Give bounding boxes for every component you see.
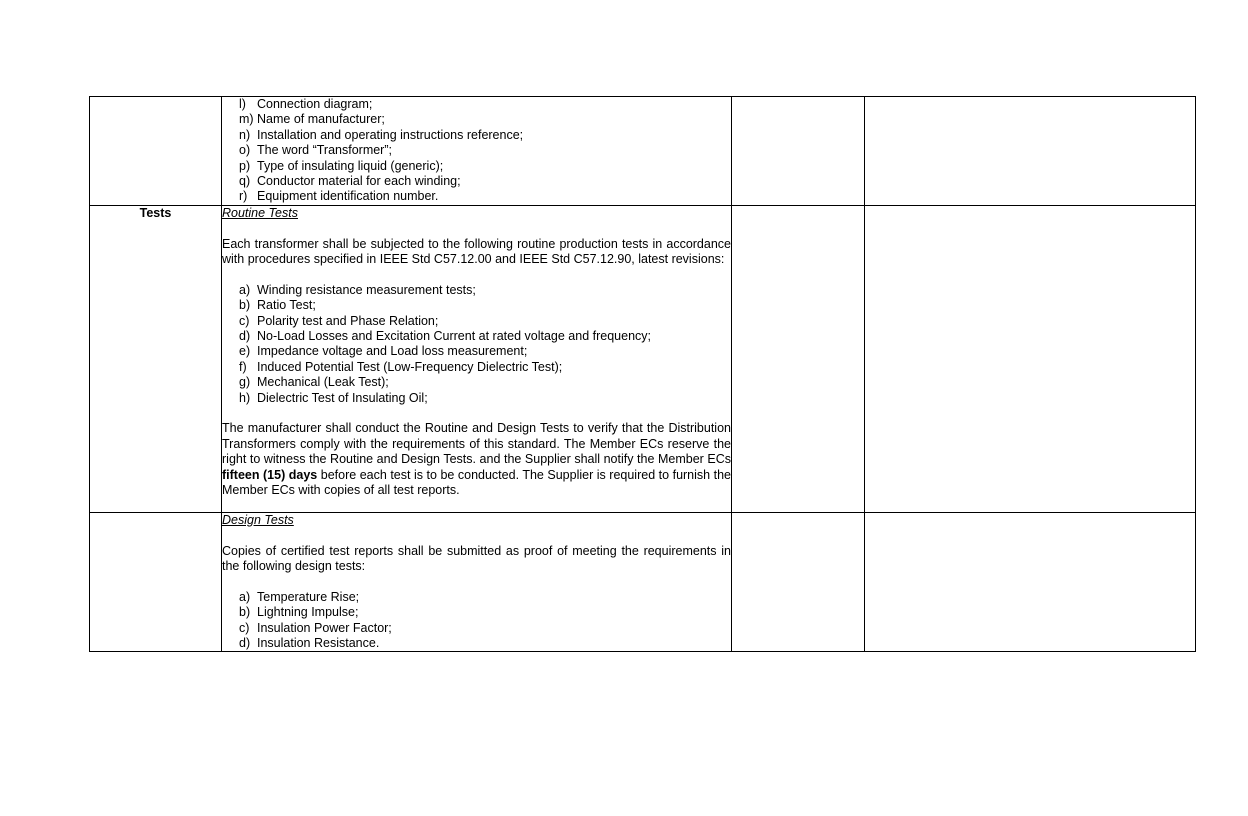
list-item: g) Mechanical (Leak Test); <box>239 375 389 390</box>
list-item: f) Induced Potential Test (Low-Frequency Dielectric Test); <box>239 359 563 374</box>
list-item: h) Dielectric Test of Insulating Oil; <box>239 390 428 405</box>
list-item: c) Insulation Power Factor; <box>239 620 392 635</box>
routine-tests-intro: Each transformer shall be subjected to the following routine production tests in accordance with procedures specified in IEEE Std C57.12.00 and IEEE Std C57.12.90, latest revisions: <box>222 236 731 267</box>
routine-tests-list <box>222 283 731 406</box>
row-content <box>222 205 732 512</box>
empty-cell <box>732 512 865 652</box>
row-label <box>90 97 222 206</box>
list-item: p) Type of insulating liquid (generic); <box>239 158 444 173</box>
row-label <box>90 512 222 652</box>
empty-cell <box>865 205 1196 512</box>
list-item: q) Conductor material for each winding; <box>239 174 461 189</box>
table-row <box>90 97 1196 206</box>
nameplate-list <box>222 97 731 205</box>
list-item: r) Equipment identification number. <box>239 189 439 204</box>
list-item: m) Name of manufacturer; <box>239 112 385 127</box>
list-item: l) Connection diagram; <box>239 97 373 111</box>
empty-cell <box>865 512 1196 652</box>
list-item: b) Ratio Test; <box>239 298 316 313</box>
design-tests-list <box>222 590 731 652</box>
section-heading-routine-tests: Routine Tests <box>222 205 298 220</box>
table-row <box>90 205 1196 512</box>
row-content <box>222 97 732 206</box>
list-item: a) Temperature Rise; <box>239 589 360 604</box>
empty-cell <box>732 205 865 512</box>
routine-tests-closing: The manufacturer shall conduct the Routine and Design Tests to verify that the Distribution Transformers comply with the requirements of this standard. The Member ECs reserve the right to witness the Routine and Design Tests. and the Supplier shall notify the Member ECs fifteen (15) days before each test is to be conducted. The Supplier is required to furnish the Member ECs with copies of all test reports. <box>222 421 731 498</box>
section-heading-design-tests: Design Tests <box>222 512 294 527</box>
specification-table <box>89 96 1196 652</box>
list-item: o) The word “Transformer”; <box>239 143 392 158</box>
notice-period: fifteen (15) days <box>222 467 318 482</box>
list-item: d) Insulation Resistance. <box>239 636 380 651</box>
list-item: n) Installation and operating instructions reference; <box>239 127 524 142</box>
design-tests-intro: Copies of certified test reports shall be submitted as proof of meeting the requirements in the following design tests: <box>222 543 731 574</box>
list-item: e) Impedance voltage and Load loss measurement; <box>239 344 528 359</box>
list-item: c) Polarity test and Phase Relation; <box>239 313 439 328</box>
empty-cell <box>732 97 865 206</box>
list-item: a) Winding resistance measurement tests; <box>239 282 476 297</box>
row-label-tests: Tests <box>90 205 222 512</box>
list-item: b) Lightning Impulse; <box>239 605 359 620</box>
empty-cell <box>865 97 1196 206</box>
table-row <box>90 512 1196 652</box>
list-item: d) No-Load Losses and Excitation Current at rated voltage and frequency; <box>239 329 651 344</box>
row-content <box>222 512 732 652</box>
